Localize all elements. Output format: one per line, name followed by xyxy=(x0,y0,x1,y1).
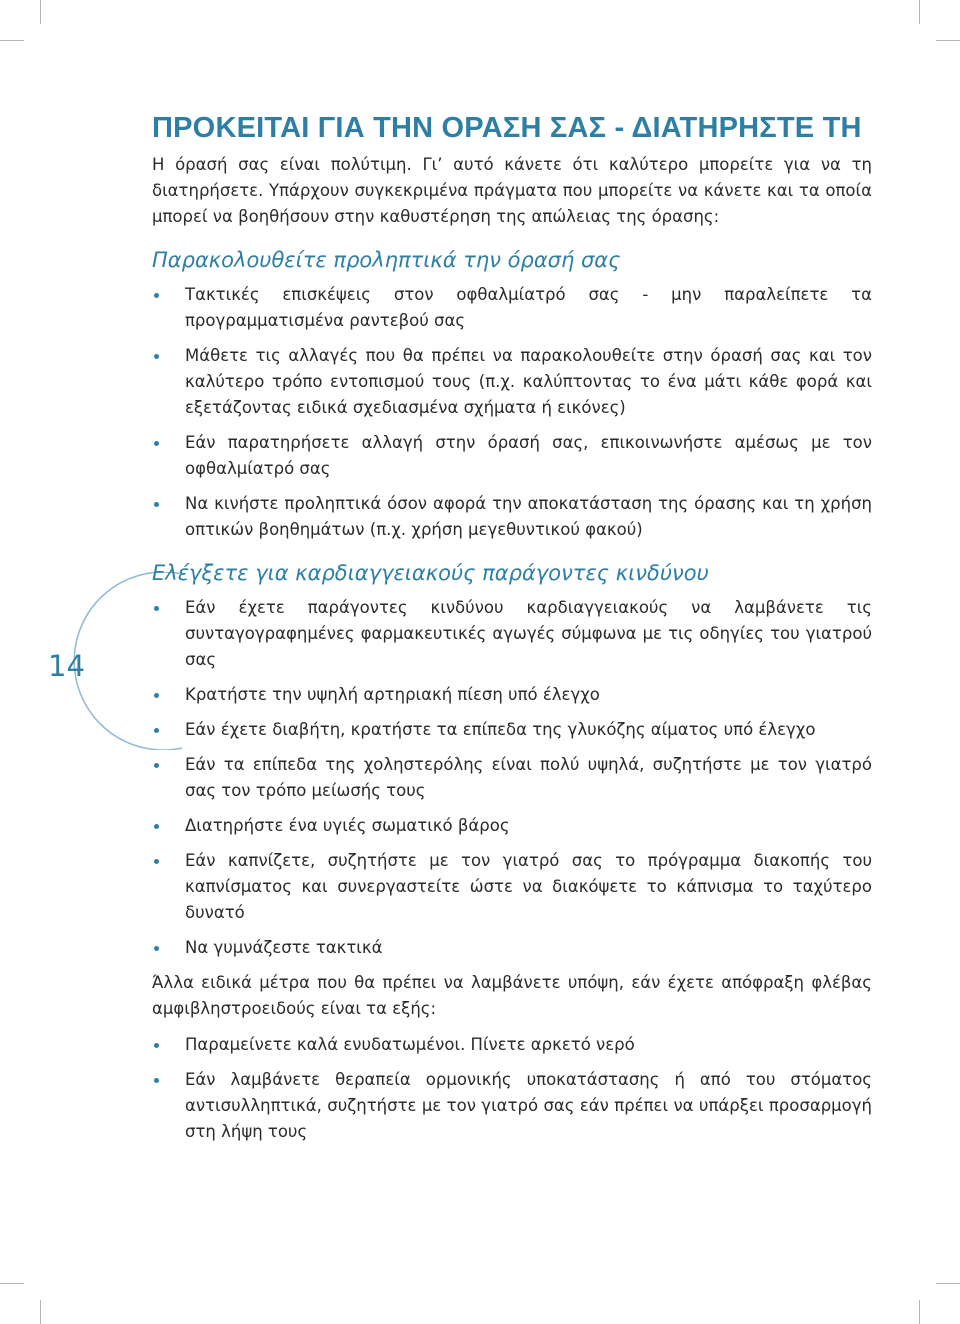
bullet-icon xyxy=(154,859,159,864)
section-heading-monitor-vision: Παρακολουθείτε προληπτικά την όρασή σας xyxy=(152,248,621,272)
bullet-icon xyxy=(154,1043,159,1048)
list-item: Παραμείνετε καλά ενυδατωμένοι. Πίνετε αρκετό νερό xyxy=(152,1032,872,1058)
bullet-icon xyxy=(154,946,159,951)
bullet-icon xyxy=(154,293,159,298)
list-item: Εάν παρατηρήσετε αλλαγή στην όρασή σας, επικοινωνήστε αμέσως με τον οφθαλμίατρό σας xyxy=(152,430,872,482)
list-item: Διατηρήστε ένα υγιές σωματικό βάρος xyxy=(152,813,872,839)
crop-mark-bottom-left-h xyxy=(0,1283,24,1284)
list-item: Να γυμνάζεστε τακτικά xyxy=(152,935,872,961)
crop-mark-top-right xyxy=(919,0,920,24)
intro-paragraph: Η όρασή σας είναι πολύτιμη. Γι’ αυτό κάνετε ότι καλύτερο μπορείτε για να τη διατηρήσετε. Υπάρχουν συγκεκριμένα πράγματα που μπορείτε να κάνετε και τα οποία μπορεί να βοηθήσουν στην καθυστέρηση της απώλειας της όρασης: xyxy=(152,155,872,226)
page-content xyxy=(152,108,872,1154)
bullet-icon xyxy=(154,354,159,359)
crop-mark-top-left-h xyxy=(0,40,24,41)
list-item: Εάν καπνίζετε, συζητήστε με τον γιατρό σας το πρόγραμμα διακοπής του καπνίσματος και συνεργαστείτε ώστε να διακόψετε το κάπνισμα το ταχύτερο δυνατό xyxy=(152,848,872,926)
crop-mark-bottom-left xyxy=(40,1300,41,1324)
list-item: Τακτικές επισκέψεις στον οφθαλμίατρό σας - μην παραλείπετε τα προγραμματισμένα ραντεβού σας xyxy=(152,282,872,334)
crop-mark-bottom-right-h xyxy=(936,1283,960,1284)
bullet-icon xyxy=(154,824,159,829)
bullet-icon xyxy=(154,693,159,698)
section3-list xyxy=(152,1032,872,1145)
list-item: Εάν έχετε διαβήτη, κρατήστε τα επίπεδα της γλυκόζης αίματος υπό έλεγχο xyxy=(152,717,872,743)
crop-mark-top-right-h xyxy=(936,40,960,41)
bullet-icon xyxy=(154,1078,159,1083)
list-item: Να κινήστε προληπτικά όσον αφορά την αποκατάσταση της όρασης και τη χρήση οπτικών βοηθημάτων (π.χ. χρήση μεγεθυντικού φακού) xyxy=(152,491,872,543)
section-heading-cardio-risk: Ελέγξετε για καρδιαγγειακούς παράγοντες κινδύνου xyxy=(152,561,709,585)
crop-mark-top-left xyxy=(40,0,41,24)
bullet-icon xyxy=(154,441,159,446)
list-item: Εάν τα επίπεδα της χοληστερόλης είναι πολύ υψηλά, συζητήστε με τον γιατρό σας τον τρόπο μείωσής τους xyxy=(152,752,872,804)
list-item: Κρατήστε την υψηλή αρτηριακή πίεση υπό έλεγχο xyxy=(152,682,872,708)
bullet-icon xyxy=(154,728,159,733)
crop-mark-bottom-right xyxy=(919,1300,920,1324)
page-number: 14 xyxy=(48,649,85,683)
bullet-icon xyxy=(154,763,159,768)
list-item: Μάθετε τις αλλαγές που θα πρέπει να παρακολουθείτε στην όρασή σας και τον καλύτερο τρόπο εντοπισμού τους (π.χ. καλύπτοντας το ένα μάτι κάθε φορά και εξετάζοντας ειδικά σχεδιασμένα σχήματα ή εικόνες) xyxy=(152,343,872,421)
list-item: Εάν έχετε παράγοντες κινδύνου καρδιαγγειακούς να λαμβάνετε τις συνταγογραφημένες φαρμακευτικές αγωγές σύμφωνα με τις οδηγίες του γιατρού σας xyxy=(152,595,872,673)
section2-list xyxy=(152,595,872,961)
section1-list xyxy=(152,282,872,543)
list-item: Εάν λαμβάνετε θεραπεία ορμονικής υποκατάστασης ή από του στόματος αντισυλληπτικά, συζητήστε με τον γιατρό σας εάν πρέπει να υπάρξει προσαρμογή στη λήψη τους xyxy=(152,1067,872,1145)
page-title: ΠΡΟΚΕΙΤΑΙ ΓΙΑ ΤΗΝ ΟΡΑΣΗ ΣΑΣ - ΔΙΑΤΗΡΗΣΤΕ ΤΗ xyxy=(152,112,862,144)
bullet-icon xyxy=(154,502,159,507)
bullet-icon xyxy=(154,606,159,611)
rvo-paragraph: Άλλα ειδικά μέτρα που θα πρέπει να λαμβάνετε υπόψη, εάν έχετε απόφραξη φλέβας αμφιβληστροειδούς είναι τα εξής: xyxy=(152,973,872,1018)
